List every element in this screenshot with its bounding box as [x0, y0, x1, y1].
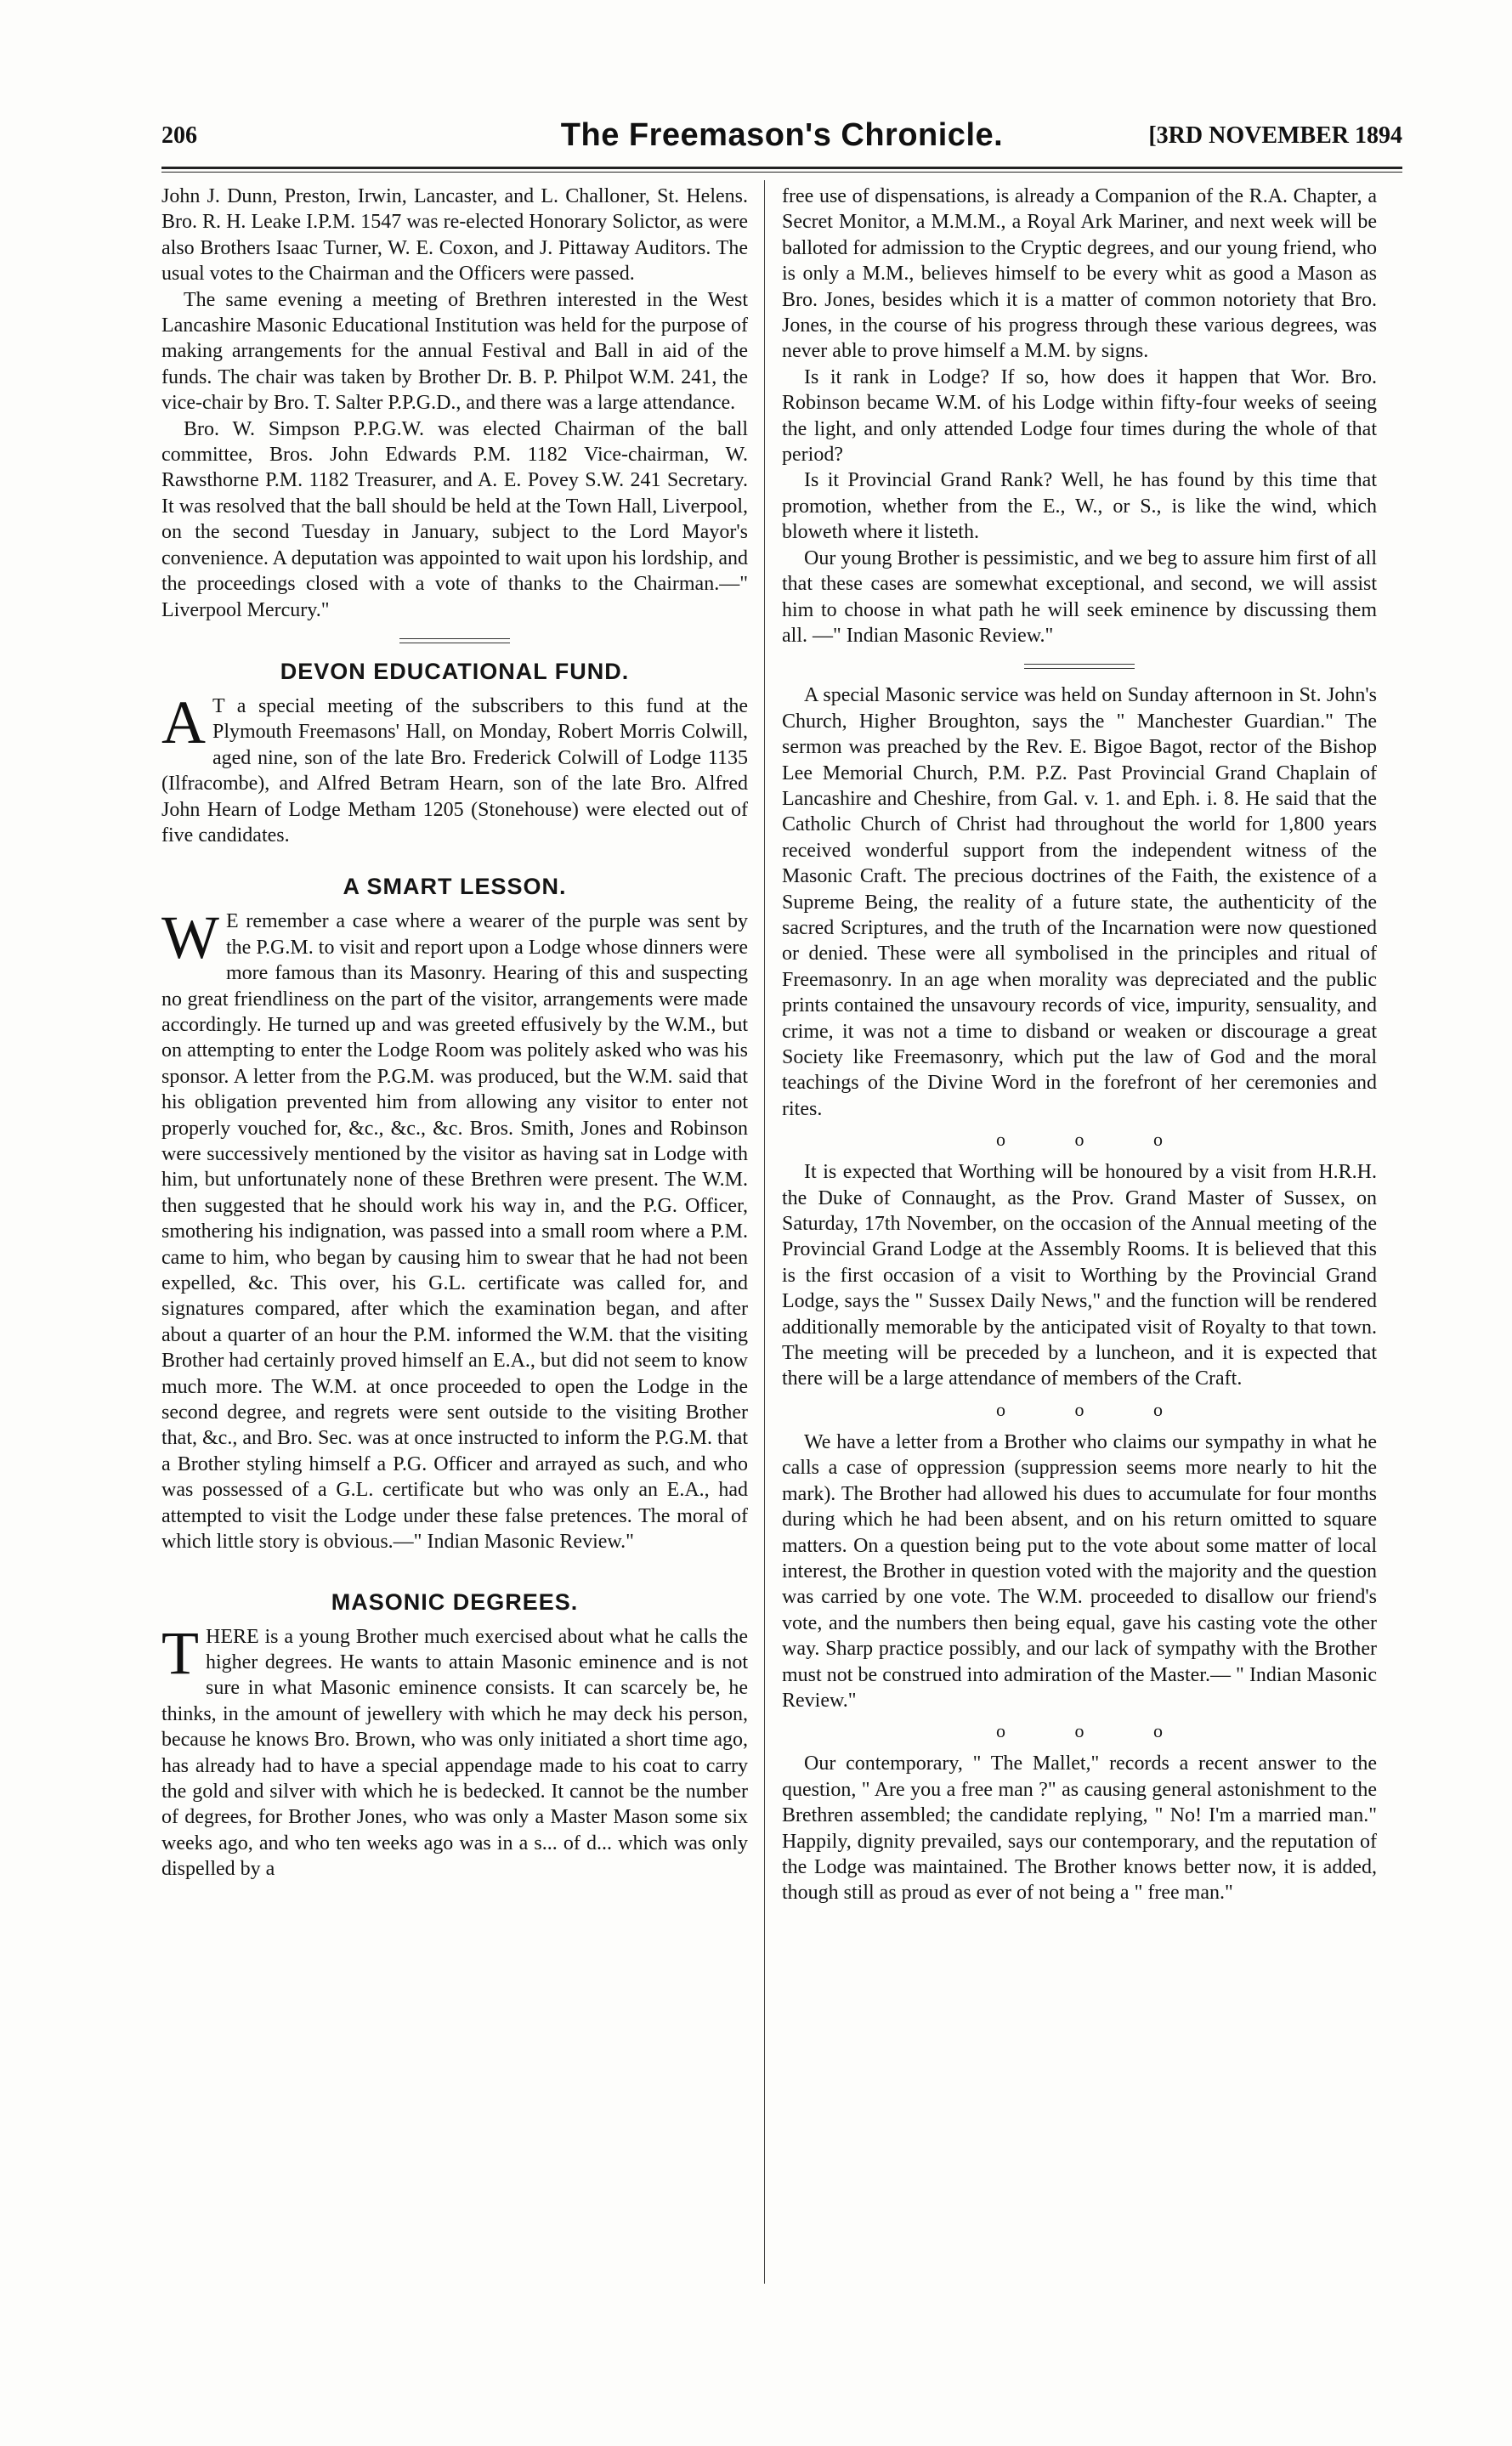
- masonic-service-article: A special Masonic service was held on Sunday afternoon in St. John's Church, Higher Broughton, says the " Manchester Guardian." The sermon was preached by the Rev. E. Bigoe Bagot, rector of the Bishop Lee Memorial Church, P.M. P.Z. Past Provincial Grand Chaplain of Lancashire and Cheshire, from Gal. v. 1. and Eph. i. 8. He said that the Catholic Church of Christ had throughout the world for 1,800 years received wonderful support from the independent witness of the Masonic Craft. The precious doctrines of the Faith, the existence of a Supreme Being, the reality of a future state, the authenticity of the sacred Scriptures, and the truth of the Incarnation were now questioned or denied. These were all symbolised in the principles and ritual of Freemasonry. In an age when morality was depreciated and the public prints contained the unsavoury records of vice, impurity, sensuality, and crime, it was not a time to disband or weaken or discourage a great Society like Freemasonry, which put the law of God and the moral teachings of the Divine Word in the forefront of her ceremonies and rites.: [782, 684, 1377, 1120]
- drop-cap: T: [161, 1618, 199, 1687]
- paragraph: The same evening a meeting of Brethren interested in the West Lancashire Masonic Educational Institution was held for the purpose of making arrangements for the annual Festival and Ball in aid of the funds. The chair was taken by Brother Dr. B. P. Philpot W.M. 241, the vice-chair by Bro. T. Salter P.P.G.D., and there was a large attendance.: [161, 288, 748, 415]
- paragraph: Is it rank in Lodge? If so, how does it happen that Wor. Bro. Robinson became W.M. of his Lodge within fifty-four weeks of seeing the light, and only attended Lodge four times during the whole of that period?: [782, 365, 1377, 467]
- section-heading-devon: DEVON EDUCATIONAL FUND.: [280, 658, 630, 684]
- column-divider: [764, 180, 765, 2284]
- header-rule-thin: [161, 172, 1402, 173]
- page-header: [161, 117, 1402, 160]
- masonic-degrees-article: [161, 1618, 748, 1883]
- paragraph: Our young Brother is pessimistic, and we beg to assure him first of all that these cases are somewhat exceptional, and second, we will assist him to choose in what path he will seek eminence by discussing them all. —" Indian Masonic Review.": [782, 546, 1377, 647]
- devon-article: [161, 688, 748, 848]
- drop-cap: A: [161, 688, 206, 756]
- paragraph: John J. Dunn, Preston, Irwin, Lancaster, and L. Challoner, St. Helens. Bro. R. H. Leake I.P.M. 1547 was re-elected Honorary Solictor, as were also Brothers Isaac Turner, W. E. Coxon, and J. Pittaway Auditors. The usual votes to the Chairman and the Officers were passed.: [161, 185, 748, 286]
- right-column: [782, 184, 1377, 1906]
- letter-article: We have a letter from a Brother who claims our sympathy in what he calls a case of oppression (suppression seems more nearly to hit the mark). The Brother had allowed his dues to accumulate for four months during which he had been absent, and on his return omitted to square matters. On a question being put to the vote about some matter of local interest, the Brother in question voted with the majority and the question was carried by one vote. The W.M. proceeded to disallow our friend's vote, and the numbers then being equal, gave his casting vote the other way. Sharp practice possibly, and our lack of sympathy with the Brother must not be construed into admiration of the Master.— " Indian Masonic Review.": [782, 1430, 1377, 1712]
- paragraph: free use of dispensations, is already a Companion of the R.A. Chapter, a Secret Monitor, a M.M.M., a Royal Ark Mariner, and next week will be balloted for admission to the Cryptic degrees, and our young friend, who is only a M.M., believes himself to be every whit as good a Mason as Bro. Jones, besides which it is a matter of common notoriety that Bro. Jones, in the course of his progress through these various degrees, was never able to prove himself a M.M. by signs.: [782, 185, 1377, 363]
- worthing-article: It is expected that Worthing will be honoured by a visit from H.R.H. the Duke of Connaught, as the Prov. Grand Master of Sussex, on Saturday, 17th November, on the occasion of the Annual meeting of the Provincial Grand Lodge at the Assembly Rooms. It is believed that this is the first occasion of a visit to Worthing by the Provincial Grand Lodge, says the " Sussex Daily News," and the function will be rendered additionally memorable by the anticipated visit of Royalty to that town. The meeting will be preceded by a luncheon, and it is expected that there will be a large attendance of members of the Craft.: [782, 1161, 1377, 1390]
- article-text: HERE is a young Brother much exercised about what he calls the higher degrees. He wants to attain Masonic eminence and is not sure in what Masonic eminence consists. It can scarcely be, he thinks, in the amount of jewellery with which he may deck his person, because he knows Bro. Brown, who was only initiated a short time ago, has already had to have a special appendage made to his coat to carry the gold and silver with which he is bedecked. It cannot be the number of degrees, for Brother Jones, who was only a Master Mason some six weeks ago, and who ten weeks ago was in a s... of d... which was only dispelled by a: [161, 1625, 748, 1881]
- paragraph: Is it Provincial Grand Rank? Well, he has found by this time that promotion, whether from the E., W., or S., is like the wind, which bloweth where it listeth.: [782, 469, 1377, 544]
- issue-date: [3RD NOVEMBER 1894: [1148, 122, 1402, 149]
- article-text: T a special meeting of the subscribers to this fund at the Plymouth Freemasons' Hall, on Monday, Robert Morris Colwill, aged nine, son of the late Bro. Frederick Colwill of Lodge 1135 (Ilfracombe), and Alfred Betram Hearn, son of the late Bro. Alfred John Hearn of Lodge Metham 1205 (Stonehouse) were elected out of five candidates.: [161, 694, 748, 846]
- section-separator: [1024, 664, 1135, 669]
- ornament-divider: o o o: [996, 1398, 1195, 1420]
- paragraph: Bro. W. Simpson P.P.G.W. was elected Chairman of the ball committee, Bros. John Edwards P.M. 1182 Vice-chairman, W. Rawsthorne P.M. 1182 Treasurer, and A. E. Povey S.W. 241 Secretary. It was resolved that the ball should be held at the Town Hall, Liverpool, on the second Tuesday in January, subject to the Lord Mayor's convenience. A deputation was appointed to wait upon his lordship, and the proceedings closed with a vote of thanks to the Chairman.—" Liverpool Mercury.": [161, 417, 748, 621]
- smart-lesson-article: [161, 903, 748, 1554]
- article-text: E remember a case where a wearer of the purple was sent by the P.G.M. to visit and report upon a Lodge whose dinners were more famous than its Masonry. Hearing of this and suspecting no great friendliness on the part of the visitor, arrangements were made accordingly. He turned up and was greeted effusively by the W.M., but on attempting to enter the Lodge Room was politely asked who was his sponsor. A letter from the P.G.M. was produced, but the W.M. said that his obligation prevented him from allowing any visitor to enter not properly vouched for, &c., &c., &c. Bros. Smith, Jones and Robinson were successively mentioned by the visitor as having sat in Lodge with him, but unfortunately none of these Brethren were present. The W.M. then suggested that he should work his way in, and the P.G. Officer, smothering his indignation, was passed into a small room where a P.M. came to him, who began by causing him to swear that he had not been expelled, &c. This over, his G.L. certificate was called for, and signatures compared, after which the examination began, and after about a quarter of an hour the P.M. informed the W.M. that the visiting Brother had certainly proved himself an E.A., but did not seem to know much more. The W.M. at once proceeded to open the Lodge in the second degree, and regrets were sent outside to the visiting Brother that, &c., and Bro. Sec. was at once instructed to inform the P.G.M. that a Brother styling himself a P.G. Officer and arrayed as such, and who was possessed of a G.L. certificate but who was only an E.A., had attempted to visit the Lodge under these false pretences. The moral of which little story is obvious.—" Indian Masonic Review.": [161, 910, 748, 1554]
- header-rule: [161, 167, 1402, 169]
- section-heading-masonic-degrees: MASONIC DEGREES.: [331, 1588, 579, 1615]
- ornament-divider: o o o: [996, 1129, 1195, 1151]
- section-separator: [399, 638, 510, 643]
- mallet-article: Our contemporary, " The Mallet," records a recent answer to the question, " Are you a free man ?" as causing general astonishment to the Brethren assembled; the candidate replying, " No! I'm a married man." Happily, dignity prevailed, says our contemporary, and the reputation of the Lodge was maintained. The Brother knows better now, it is added, though still as proud as ever of not being a " free man.": [782, 1752, 1377, 1905]
- masthead-title: The Freemason's Chronicle.: [560, 117, 1004, 153]
- drop-cap: W: [161, 903, 219, 972]
- ornament-divider: o o o: [996, 1720, 1195, 1742]
- page-number: 206: [161, 122, 197, 149]
- section-heading-smart-lesson: A SMART LESSON.: [343, 874, 567, 900]
- left-column: [161, 184, 748, 1883]
